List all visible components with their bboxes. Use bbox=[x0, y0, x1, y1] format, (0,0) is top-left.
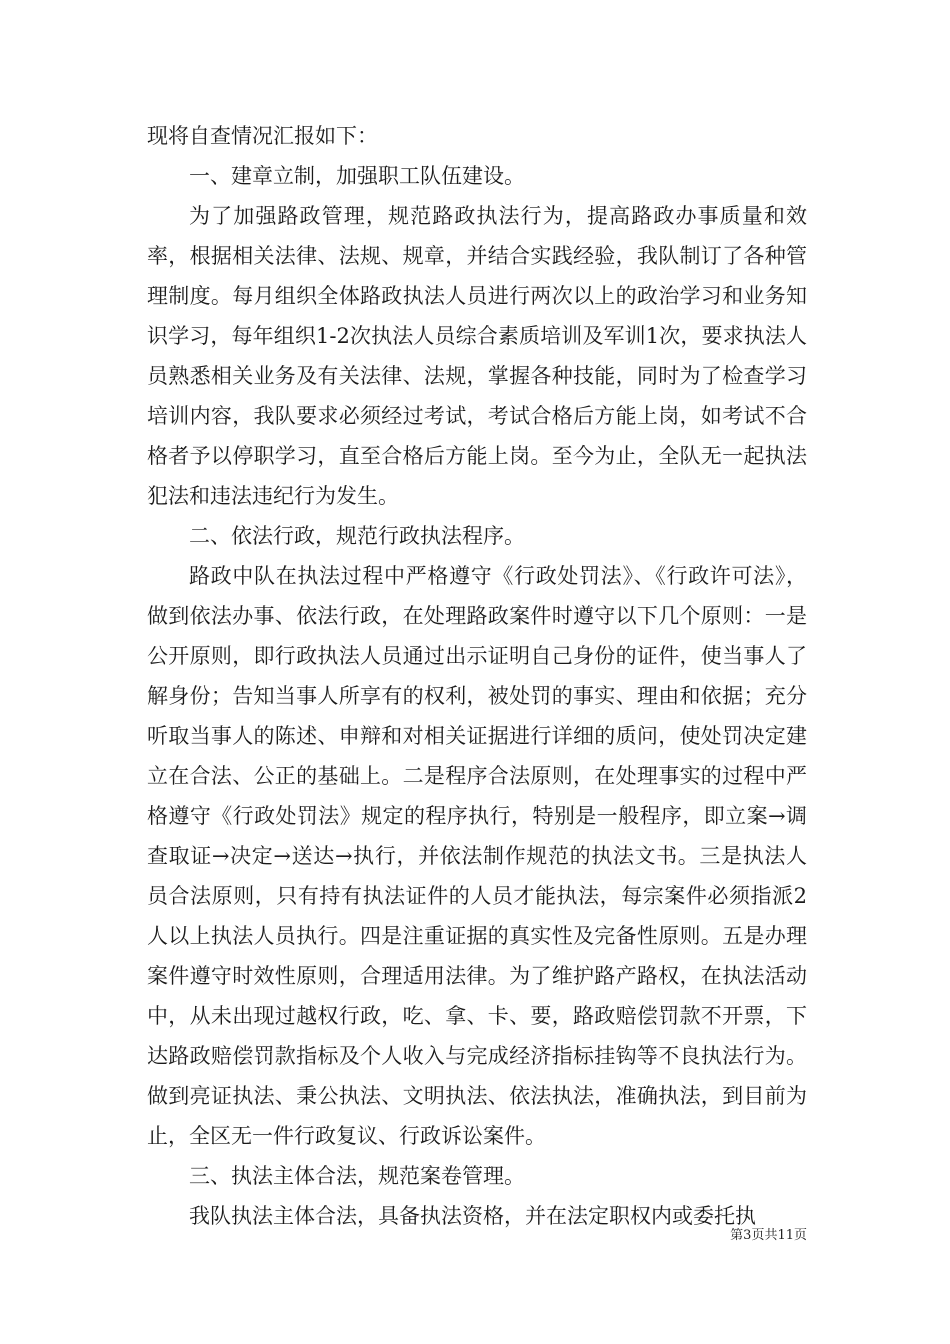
section-paragraph-1: 为了加强路政管理，规范路政执法行为，提高路政办事质量和效率，根据相关法律、法规、规章，并结合实践经验，我队制订了各种管理制度。每月组织全体路政执法人员进行两次以上的政治学习和业务知识学习，每年组织1-2次执法人员综合素质培训及军训1次，要求执法人员熟悉相关业务及有关法律、法规，掌握各种技能，同时为了检查学习培训内容，我队要求必须经过考试，考试合格后方能上岗，如考试不合格者予以停职学习，直至合格后方能上岗。至今为止，全队无一起执法犯法和违法违纪行为发生。 bbox=[147, 204, 807, 508]
document-body bbox=[147, 116, 807, 1236]
section-heading-1: 一、建章立制，加强职工队伍建设。 bbox=[189, 164, 525, 188]
section-heading-3: 三、执法主体合法，规范案卷管理。 bbox=[189, 1164, 525, 1188]
page-number: 第3页共11页 bbox=[730, 1228, 807, 1243]
section-heading-2: 二、依法行政，规范行政执法程序。 bbox=[189, 524, 525, 548]
section-paragraph-2: 路政中队在执法过程中严格遵守《行政处罚法》、《行政许可法》，做到依法办事、依法行政，在处理路政案件时遵守以下几个原则：一是公开原则，即行政执法人员通过出示证明自己身份的证件，使当事人了解身份；告知当事人所享有的权利，被处罚的事实、理由和依据；充分听取当事人的陈述、申辩和对相关证据进行详细的质问，使处罚决定建立在合法、公正的基础上。二是程序合法原则，在处理事实的过程中严格遵守《行政处罚法》规定的程序执行，特别是一般程序，即立案→调查取证→决定→送达→执行，并依法制作规范的执法文书。三是执法人员合法原则，只有持有执法证件的人员才能执法，每宗案件必须指派2人以上执法人员执行。四是注重证据的真实性及完备性原则。五是办理案件遵守时效性原则，合理适用法律。为了维护路产路权，在执法活动中，从未出现过越权行政，吃、拿、卡、要，路政赔偿罚款不开票，下达路政赔偿罚款指标及个人收入与完成经济指标挂钩等不良执法行为。做到亮证执法、秉公执法、文明执法、依法执法，准确执法，到目前为止，全区无一件行政复议、行政诉讼案件。 bbox=[147, 564, 807, 1148]
intro-line: 现将自查情况汇报如下： bbox=[147, 124, 378, 148]
section-paragraph-3: 我队执法主体合法，具备执法资格，并在法定职权内或委托执 bbox=[189, 1204, 756, 1228]
